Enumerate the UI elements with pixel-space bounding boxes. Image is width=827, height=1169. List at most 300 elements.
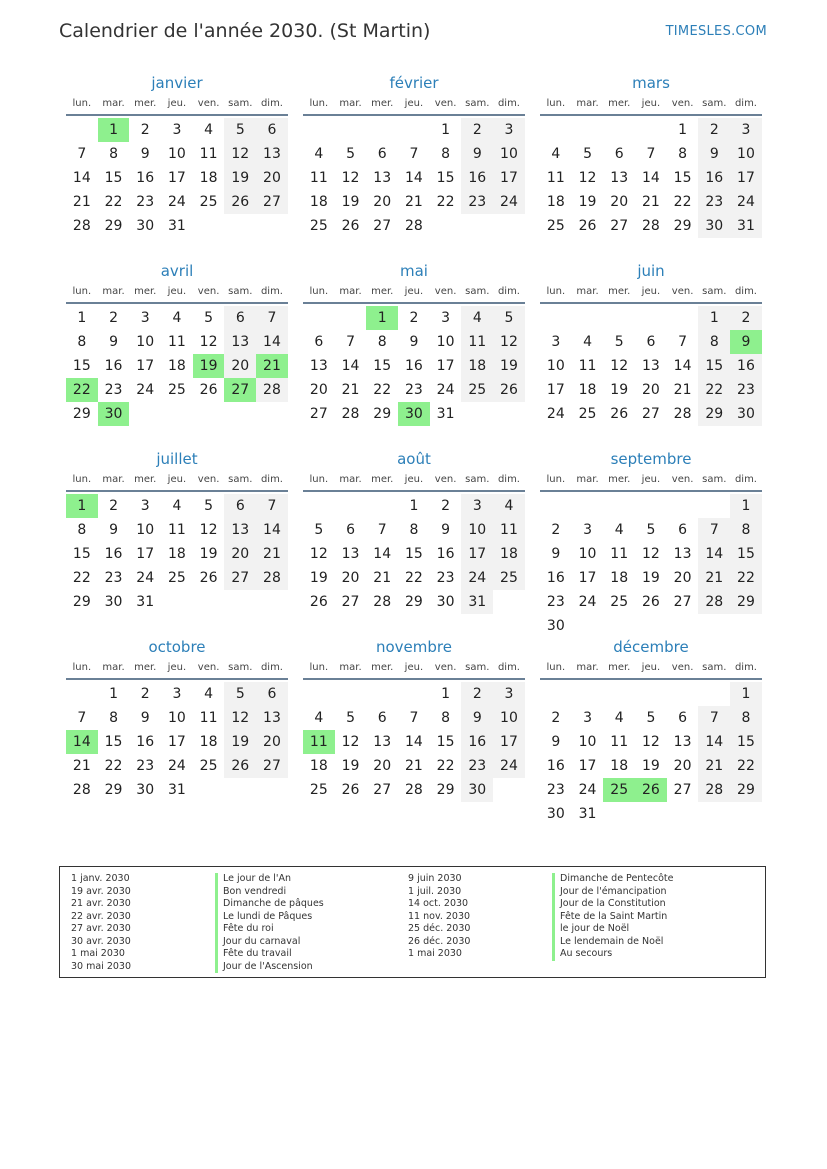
holiday-day-cell: 19 bbox=[193, 354, 225, 378]
holiday-day-cell: 11 bbox=[303, 730, 335, 754]
day-cell: 24 bbox=[493, 190, 525, 214]
empty-cell bbox=[303, 118, 335, 142]
day-cell: 22 bbox=[404, 570, 423, 586]
legend-date: 26 déc. 2030 bbox=[408, 935, 471, 947]
legend-holiday-name: Fête du travail bbox=[215, 948, 324, 961]
day-cell: 17 bbox=[136, 358, 155, 374]
legend-date: 22 avr. 2030 bbox=[71, 910, 131, 922]
day-cell: 22 bbox=[373, 382, 392, 398]
weekday-label: jeu. bbox=[404, 474, 424, 485]
day-cell: 27 bbox=[673, 594, 692, 610]
day-cell: 25 bbox=[199, 758, 218, 774]
day-cell: 19 bbox=[641, 570, 660, 586]
weekday-label: ven. bbox=[671, 474, 694, 485]
day-cell: 10 bbox=[546, 358, 565, 374]
weekday-label: lun. bbox=[309, 286, 329, 297]
day-cell: 23 bbox=[546, 594, 565, 610]
day-cell: 7 bbox=[377, 522, 387, 538]
month-0 bbox=[66, 72, 288, 260]
day-cell: 5 bbox=[314, 522, 324, 538]
day-cell: 25 bbox=[167, 382, 186, 398]
weekday-label: mer. bbox=[608, 286, 631, 297]
day-cell: 13 bbox=[256, 142, 288, 166]
day-cell: 31 bbox=[167, 782, 186, 798]
legend-date: 30 mai 2030 bbox=[71, 960, 132, 972]
legend-date: 1 janv. 2030 bbox=[71, 873, 130, 884]
weekday-label: jeu. bbox=[641, 286, 661, 297]
day-cell: 10 bbox=[436, 334, 455, 350]
day-cell: 16 bbox=[104, 358, 123, 374]
day-cell: 10 bbox=[578, 734, 597, 750]
day-cell: 21 bbox=[641, 194, 660, 210]
day-cell: 10 bbox=[461, 518, 493, 542]
day-cell: 25 bbox=[199, 194, 218, 210]
day-cell: 25 bbox=[610, 594, 629, 610]
holiday-day-cell: 22 bbox=[66, 378, 98, 402]
day-cell: 27 bbox=[341, 594, 360, 610]
weekday-label: mer. bbox=[134, 286, 157, 297]
empty-cell bbox=[635, 682, 667, 706]
weekday-label: mar. bbox=[102, 474, 125, 485]
day-cell: 29 bbox=[436, 782, 455, 798]
day-cell: 25 bbox=[167, 570, 186, 586]
empty-cell bbox=[572, 682, 604, 706]
day-cell: 21 bbox=[341, 382, 360, 398]
weekday-label: jeu. bbox=[167, 474, 187, 485]
day-cell: 24 bbox=[167, 758, 186, 774]
weekday-row bbox=[66, 658, 288, 680]
day-cell: 12 bbox=[199, 522, 218, 538]
day-cell: 15 bbox=[436, 734, 455, 750]
month-5 bbox=[540, 260, 762, 448]
day-cell: 5 bbox=[204, 498, 214, 514]
day-cell: 10 bbox=[493, 142, 525, 166]
day-cell: 2 bbox=[409, 310, 419, 326]
weekday-label: mar. bbox=[576, 286, 599, 297]
day-cell: 4 bbox=[172, 498, 182, 514]
month-7 bbox=[303, 448, 525, 636]
day-cell: 5 bbox=[646, 522, 656, 538]
day-cell: 30 bbox=[730, 402, 762, 426]
day-cell: 15 bbox=[104, 170, 123, 186]
weekday-label: sam. bbox=[702, 474, 727, 485]
day-cell: 23 bbox=[404, 382, 423, 398]
weekday-label: mar. bbox=[102, 98, 125, 109]
day-cell: 3 bbox=[441, 310, 451, 326]
day-cell: 6 bbox=[256, 682, 288, 706]
weekday-label: lun. bbox=[72, 98, 92, 109]
day-cell: 31 bbox=[578, 806, 597, 822]
day-cell: 13 bbox=[256, 706, 288, 730]
day-cell: 15 bbox=[104, 734, 123, 750]
day-cell: 12 bbox=[341, 170, 360, 186]
empty-cell bbox=[667, 494, 699, 518]
day-cell: 13 bbox=[309, 358, 328, 374]
day-cell: 24 bbox=[461, 566, 493, 590]
day-cell: 8 bbox=[441, 146, 451, 162]
day-cell: 16 bbox=[104, 546, 123, 562]
legend-date: 30 avr. 2030 bbox=[71, 935, 131, 947]
day-cell: 7 bbox=[409, 710, 419, 726]
empty-cell bbox=[635, 494, 667, 518]
day-cell: 29 bbox=[673, 218, 692, 234]
day-cell: 6 bbox=[377, 710, 387, 726]
day-cell: 16 bbox=[730, 354, 762, 378]
day-cell: 7 bbox=[256, 306, 288, 330]
day-cell: 22 bbox=[104, 758, 123, 774]
weekday-row bbox=[540, 282, 762, 304]
day-cell: 9 bbox=[551, 734, 561, 750]
day-cell: 2 bbox=[109, 498, 118, 514]
weekday-label: jeu. bbox=[404, 662, 424, 673]
month-3 bbox=[66, 260, 288, 448]
weekday-label: sam. bbox=[465, 98, 490, 109]
month-name: février bbox=[389, 74, 439, 92]
day-cell: 27 bbox=[610, 218, 629, 234]
weekday-label: dim. bbox=[260, 98, 283, 109]
weekday-label: lun. bbox=[72, 286, 92, 297]
day-cell: 13 bbox=[641, 358, 660, 374]
weekday-label: jeu. bbox=[641, 98, 661, 109]
day-cell: 3 bbox=[140, 498, 150, 514]
day-cell: 14 bbox=[698, 730, 730, 754]
day-cell: 6 bbox=[346, 522, 355, 538]
weekday-label: mar. bbox=[339, 286, 362, 297]
day-cell: 31 bbox=[167, 218, 186, 234]
day-grid bbox=[303, 682, 525, 802]
day-cell: 11 bbox=[199, 710, 218, 726]
day-cell: 29 bbox=[404, 594, 423, 610]
day-cell: 17 bbox=[136, 546, 155, 562]
day-cell: 15 bbox=[404, 546, 423, 562]
day-cell: 27 bbox=[224, 566, 256, 590]
day-cell: 11 bbox=[461, 330, 493, 354]
legend-holiday-name: Dimanche de Pentecôte bbox=[552, 873, 674, 886]
day-cell: 17 bbox=[167, 170, 186, 186]
holiday-day-cell: 1 bbox=[366, 306, 398, 330]
weekday-label: ven. bbox=[671, 662, 694, 673]
empty-cell bbox=[572, 118, 604, 142]
day-cell: 3 bbox=[140, 310, 150, 326]
day-cell: 8 bbox=[730, 518, 762, 542]
month-name: août bbox=[397, 450, 431, 468]
day-cell: 3 bbox=[551, 334, 561, 350]
day-cell: 18 bbox=[309, 758, 328, 774]
legend-holiday-name: Le lendemain de Noël bbox=[552, 936, 674, 949]
day-cell: 28 bbox=[698, 778, 730, 802]
empty-cell bbox=[66, 682, 98, 706]
weekday-row bbox=[303, 94, 525, 116]
weekday-label: ven. bbox=[434, 286, 457, 297]
month-10 bbox=[303, 636, 525, 824]
day-cell: 26 bbox=[641, 594, 660, 610]
empty-cell bbox=[572, 306, 604, 330]
weekday-label: mer. bbox=[134, 662, 157, 673]
weekday-row bbox=[303, 658, 525, 680]
legend-holiday-name: Le jour de l'An bbox=[215, 873, 324, 886]
empty-cell bbox=[335, 118, 367, 142]
day-cell: 10 bbox=[136, 522, 155, 538]
month-2 bbox=[540, 72, 762, 260]
weekday-label: mer. bbox=[371, 98, 394, 109]
day-cell: 29 bbox=[730, 590, 762, 614]
empty-cell bbox=[540, 118, 572, 142]
day-cell: 14 bbox=[72, 170, 91, 186]
day-cell: 18 bbox=[610, 570, 629, 586]
empty-cell bbox=[667, 306, 699, 330]
day-cell: 11 bbox=[167, 522, 186, 538]
empty-cell bbox=[667, 682, 699, 706]
day-cell: 23 bbox=[436, 570, 455, 586]
weekday-label: ven. bbox=[197, 662, 220, 673]
legend-dates-column bbox=[408, 873, 470, 961]
day-cell: 4 bbox=[493, 494, 525, 518]
legend-date: 1 mai 2030 bbox=[408, 948, 462, 959]
legend-names-column bbox=[215, 873, 324, 973]
day-cell: 17 bbox=[493, 730, 525, 754]
day-cell: 6 bbox=[646, 334, 656, 350]
weekday-label: lun. bbox=[546, 474, 566, 485]
day-cell: 28 bbox=[373, 594, 392, 610]
weekday-label: ven. bbox=[671, 98, 694, 109]
day-cell: 6 bbox=[377, 146, 387, 162]
day-cell: 14 bbox=[256, 330, 288, 354]
day-cell: 21 bbox=[373, 570, 392, 586]
day-cell: 19 bbox=[224, 730, 256, 754]
day-grid bbox=[303, 306, 525, 426]
day-cell: 7 bbox=[678, 334, 688, 350]
weekday-label: sam. bbox=[465, 662, 490, 673]
day-cell: 29 bbox=[104, 782, 123, 798]
empty-cell bbox=[603, 494, 635, 518]
day-cell: 9 bbox=[551, 546, 561, 562]
day-cell: 1 bbox=[409, 498, 419, 514]
day-cell: 25 bbox=[461, 378, 493, 402]
holiday-day-cell: 25 bbox=[603, 778, 635, 802]
day-cell: 19 bbox=[341, 758, 360, 774]
weekday-label: dim. bbox=[734, 662, 757, 673]
empty-cell bbox=[603, 118, 635, 142]
day-cell: 2 bbox=[551, 522, 561, 538]
day-cell: 6 bbox=[314, 334, 324, 350]
empty-cell bbox=[366, 682, 398, 706]
day-cell: 2 bbox=[109, 310, 118, 326]
day-cell: 4 bbox=[614, 522, 624, 538]
day-cell: 6 bbox=[678, 710, 688, 726]
day-cell: 12 bbox=[341, 734, 360, 750]
day-cell: 22 bbox=[730, 754, 762, 778]
day-cell: 26 bbox=[224, 754, 256, 778]
holiday-day-cell: 30 bbox=[398, 402, 430, 426]
day-cell: 8 bbox=[377, 334, 387, 350]
day-grid bbox=[66, 306, 288, 426]
day-cell: 10 bbox=[730, 142, 762, 166]
day-cell: 25 bbox=[578, 406, 597, 422]
day-cell: 26 bbox=[578, 218, 597, 234]
day-cell: 30 bbox=[136, 782, 155, 798]
day-grid bbox=[303, 494, 525, 614]
day-cell: 14 bbox=[673, 358, 692, 374]
day-cell: 16 bbox=[461, 166, 493, 190]
day-cell: 16 bbox=[404, 358, 423, 374]
holiday-legend bbox=[59, 866, 766, 978]
day-cell: 15 bbox=[730, 542, 762, 566]
holiday-day-cell: 1 bbox=[66, 494, 98, 518]
day-cell: 30 bbox=[461, 778, 493, 802]
day-cell: 17 bbox=[167, 734, 186, 750]
day-cell: 16 bbox=[136, 170, 155, 186]
legend-date: 19 avr. 2030 bbox=[71, 885, 131, 897]
day-cell: 30 bbox=[104, 594, 123, 610]
day-cell: 23 bbox=[104, 570, 123, 586]
day-cell: 30 bbox=[136, 218, 155, 234]
day-cell: 6 bbox=[614, 146, 624, 162]
day-cell: 5 bbox=[346, 710, 355, 726]
day-grid bbox=[66, 682, 288, 802]
day-cell: 15 bbox=[72, 358, 91, 374]
day-grid bbox=[540, 682, 762, 826]
day-cell: 12 bbox=[309, 546, 328, 562]
day-cell: 11 bbox=[610, 734, 629, 750]
day-cell: 2 bbox=[461, 118, 493, 142]
day-cell: 29 bbox=[72, 594, 91, 610]
day-cell: 7 bbox=[77, 146, 87, 162]
day-cell: 5 bbox=[583, 146, 592, 162]
empty-cell bbox=[698, 494, 730, 518]
day-cell: 22 bbox=[436, 194, 455, 210]
day-cell: 19 bbox=[641, 758, 660, 774]
day-cell: 13 bbox=[224, 518, 256, 542]
weekday-row bbox=[303, 282, 525, 304]
day-cell: 3 bbox=[493, 118, 525, 142]
day-cell: 4 bbox=[314, 146, 324, 162]
day-cell: 5 bbox=[493, 306, 525, 330]
weekday-label: jeu. bbox=[404, 286, 424, 297]
weekday-label: mer. bbox=[371, 474, 394, 485]
day-cell: 28 bbox=[404, 218, 423, 234]
day-cell: 15 bbox=[436, 170, 455, 186]
weekday-label: mar. bbox=[339, 98, 362, 109]
day-cell: 17 bbox=[493, 166, 525, 190]
empty-cell bbox=[398, 682, 430, 706]
day-cell: 26 bbox=[341, 782, 360, 798]
weekday-label: sam. bbox=[228, 98, 253, 109]
month-name: octobre bbox=[148, 638, 206, 656]
day-cell: 1 bbox=[77, 310, 87, 326]
day-cell: 5 bbox=[204, 310, 214, 326]
legend-holiday-name: Le lundi de Pâques bbox=[215, 911, 324, 924]
legend-date: 1 juil. 2030 bbox=[408, 885, 462, 897]
day-cell: 3 bbox=[583, 522, 592, 538]
day-cell: 27 bbox=[373, 218, 392, 234]
day-cell: 20 bbox=[224, 354, 256, 378]
day-cell: 17 bbox=[578, 570, 597, 586]
weekday-label: mar. bbox=[339, 474, 362, 485]
day-cell: 24 bbox=[578, 594, 597, 610]
weekday-label: lun. bbox=[546, 662, 566, 673]
empty-cell bbox=[303, 306, 335, 330]
day-cell: 20 bbox=[373, 194, 392, 210]
day-cell: 21 bbox=[256, 542, 288, 566]
weekday-label: dim. bbox=[260, 474, 283, 485]
day-cell: 13 bbox=[673, 734, 692, 750]
weekday-row bbox=[66, 470, 288, 492]
day-cell: 1 bbox=[730, 494, 762, 518]
day-cell: 28 bbox=[256, 566, 288, 590]
day-grid bbox=[303, 118, 525, 238]
day-cell: 20 bbox=[373, 758, 392, 774]
day-cell: 24 bbox=[493, 754, 525, 778]
day-cell: 31 bbox=[136, 594, 155, 610]
site-link[interactable]: TIMESLES.COM bbox=[665, 24, 767, 39]
weekday-label: lun. bbox=[309, 662, 329, 673]
weekday-label: lun. bbox=[546, 98, 566, 109]
day-cell: 18 bbox=[546, 194, 565, 210]
day-cell: 1 bbox=[109, 686, 118, 702]
legend-dates-column bbox=[71, 873, 131, 973]
empty-cell bbox=[603, 682, 635, 706]
weekday-label: mer. bbox=[134, 474, 157, 485]
weekday-label: mar. bbox=[102, 662, 125, 673]
day-cell: 20 bbox=[309, 382, 328, 398]
day-cell: 18 bbox=[610, 758, 629, 774]
day-grid bbox=[66, 118, 288, 238]
weekday-row bbox=[540, 658, 762, 680]
day-cell: 19 bbox=[309, 570, 328, 586]
weekday-label: sam. bbox=[702, 286, 727, 297]
day-cell: 12 bbox=[610, 358, 629, 374]
day-cell: 4 bbox=[583, 334, 592, 350]
day-cell: 24 bbox=[136, 382, 155, 398]
day-cell: 3 bbox=[172, 686, 182, 702]
holiday-day-cell: 26 bbox=[635, 778, 667, 802]
day-cell: 2 bbox=[140, 686, 150, 702]
day-cell: 10 bbox=[167, 710, 186, 726]
day-cell: 28 bbox=[698, 590, 730, 614]
weekday-label: lun. bbox=[309, 474, 329, 485]
day-cell: 2 bbox=[461, 682, 493, 706]
day-cell: 8 bbox=[109, 146, 118, 162]
weekday-label: dim. bbox=[497, 662, 520, 673]
day-cell: 28 bbox=[641, 218, 660, 234]
day-cell: 14 bbox=[341, 358, 360, 374]
weekday-label: ven. bbox=[197, 474, 220, 485]
day-cell: 3 bbox=[583, 710, 592, 726]
day-cell: 25 bbox=[309, 782, 328, 798]
day-cell: 7 bbox=[646, 146, 656, 162]
day-cell: 5 bbox=[646, 710, 656, 726]
day-cell: 20 bbox=[341, 570, 360, 586]
empty-cell bbox=[540, 494, 572, 518]
day-cell: 30 bbox=[436, 594, 455, 610]
day-cell: 9 bbox=[140, 146, 150, 162]
day-cell: 22 bbox=[698, 378, 730, 402]
day-cell: 10 bbox=[578, 546, 597, 562]
weekday-label: ven. bbox=[434, 98, 457, 109]
day-cell: 16 bbox=[546, 570, 565, 586]
weekday-label: dim. bbox=[497, 98, 520, 109]
day-grid bbox=[540, 494, 762, 638]
day-cell: 5 bbox=[224, 118, 256, 142]
day-cell: 23 bbox=[104, 382, 123, 398]
day-cell: 13 bbox=[373, 170, 392, 186]
legend-date: 9 juin 2030 bbox=[408, 873, 462, 884]
weekday-label: sam. bbox=[702, 98, 727, 109]
legend-date: 21 avr. 2030 bbox=[71, 898, 131, 909]
day-cell: 30 bbox=[546, 806, 565, 822]
day-cell: 23 bbox=[136, 194, 155, 210]
day-cell: 19 bbox=[341, 194, 360, 210]
